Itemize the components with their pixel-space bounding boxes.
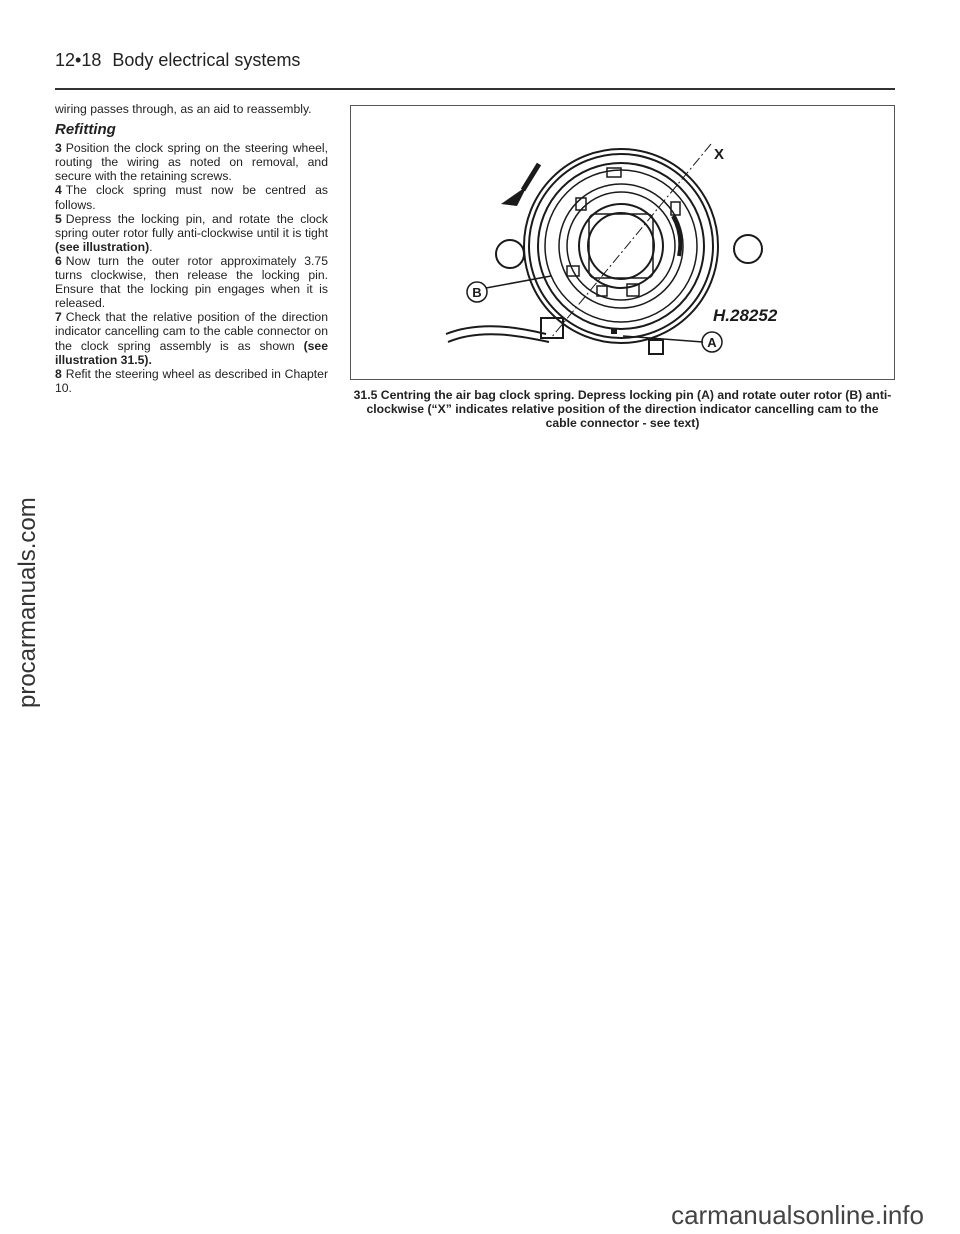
label-x: X xyxy=(714,146,725,163)
step-4 xyxy=(55,183,328,211)
footer-watermark: carmanualsonline.info xyxy=(671,1200,924,1230)
label-a: A xyxy=(707,335,717,350)
drawing-reference: H.28252 xyxy=(713,306,778,325)
step-number: 6 xyxy=(55,253,62,268)
step-6 xyxy=(55,254,328,310)
step-number: 3 xyxy=(55,141,62,156)
figure-caption: 31.5 Centring the air bag clock spring. Depress locking pin (A) and rotate outer rotor (B) anti-clockwise (“X” indicates relative position of the direction indicator cancelling cam to the cable connector - see text) xyxy=(353,388,892,430)
step-text: Depress the locking pin, and rotate the clock spring outer rotor fully anti-clockwise until it is tight xyxy=(55,211,328,240)
subheading-refitting: Refitting xyxy=(55,121,116,139)
illustration-reference: (see illustration 31.5). xyxy=(55,338,328,367)
step-text: Now turn the outer rotor approximately 3.75 turns clockwise, then release the locking pin. Ensure that the locking pin engages when it is released. xyxy=(55,253,328,311)
step-3 xyxy=(55,141,328,183)
step-8 xyxy=(55,367,328,395)
clock-spring-illustration xyxy=(351,106,896,381)
step-number: 5 xyxy=(55,211,62,226)
label-b: B xyxy=(472,285,482,300)
illustration-reference: (see illustration) xyxy=(55,239,150,254)
page-number: 12•18 xyxy=(55,50,102,70)
side-watermark: procarmanuals.com xyxy=(14,497,41,708)
step-number: 8 xyxy=(55,366,62,381)
step-number: 7 xyxy=(55,310,62,325)
text-column xyxy=(55,102,328,395)
section-title: Body electrical systems xyxy=(112,50,301,70)
step-number: 4 xyxy=(55,183,62,198)
header-rule xyxy=(55,88,895,90)
step-7 xyxy=(55,310,328,366)
step-text: Check that the relative position of the direction indicator cancelling cam to the cable connector on the clock spring assembly is as shown xyxy=(55,310,328,353)
intro-paragraph: wiring passes through, as an aid to reassembly. xyxy=(55,102,312,116)
step-text: Position the clock spring on the steering wheel, routing the wiring as noted on removal, and secure with the retaining screws. xyxy=(55,141,328,184)
step-5 xyxy=(55,212,328,254)
step-text-end: . xyxy=(149,239,153,254)
step-text: Refit the steering wheel as described in Chapter 10. xyxy=(55,366,328,395)
page-header xyxy=(55,50,300,71)
step-text: The clock spring must now be centred as follows. xyxy=(55,183,328,212)
figure-clock-spring xyxy=(350,105,895,380)
